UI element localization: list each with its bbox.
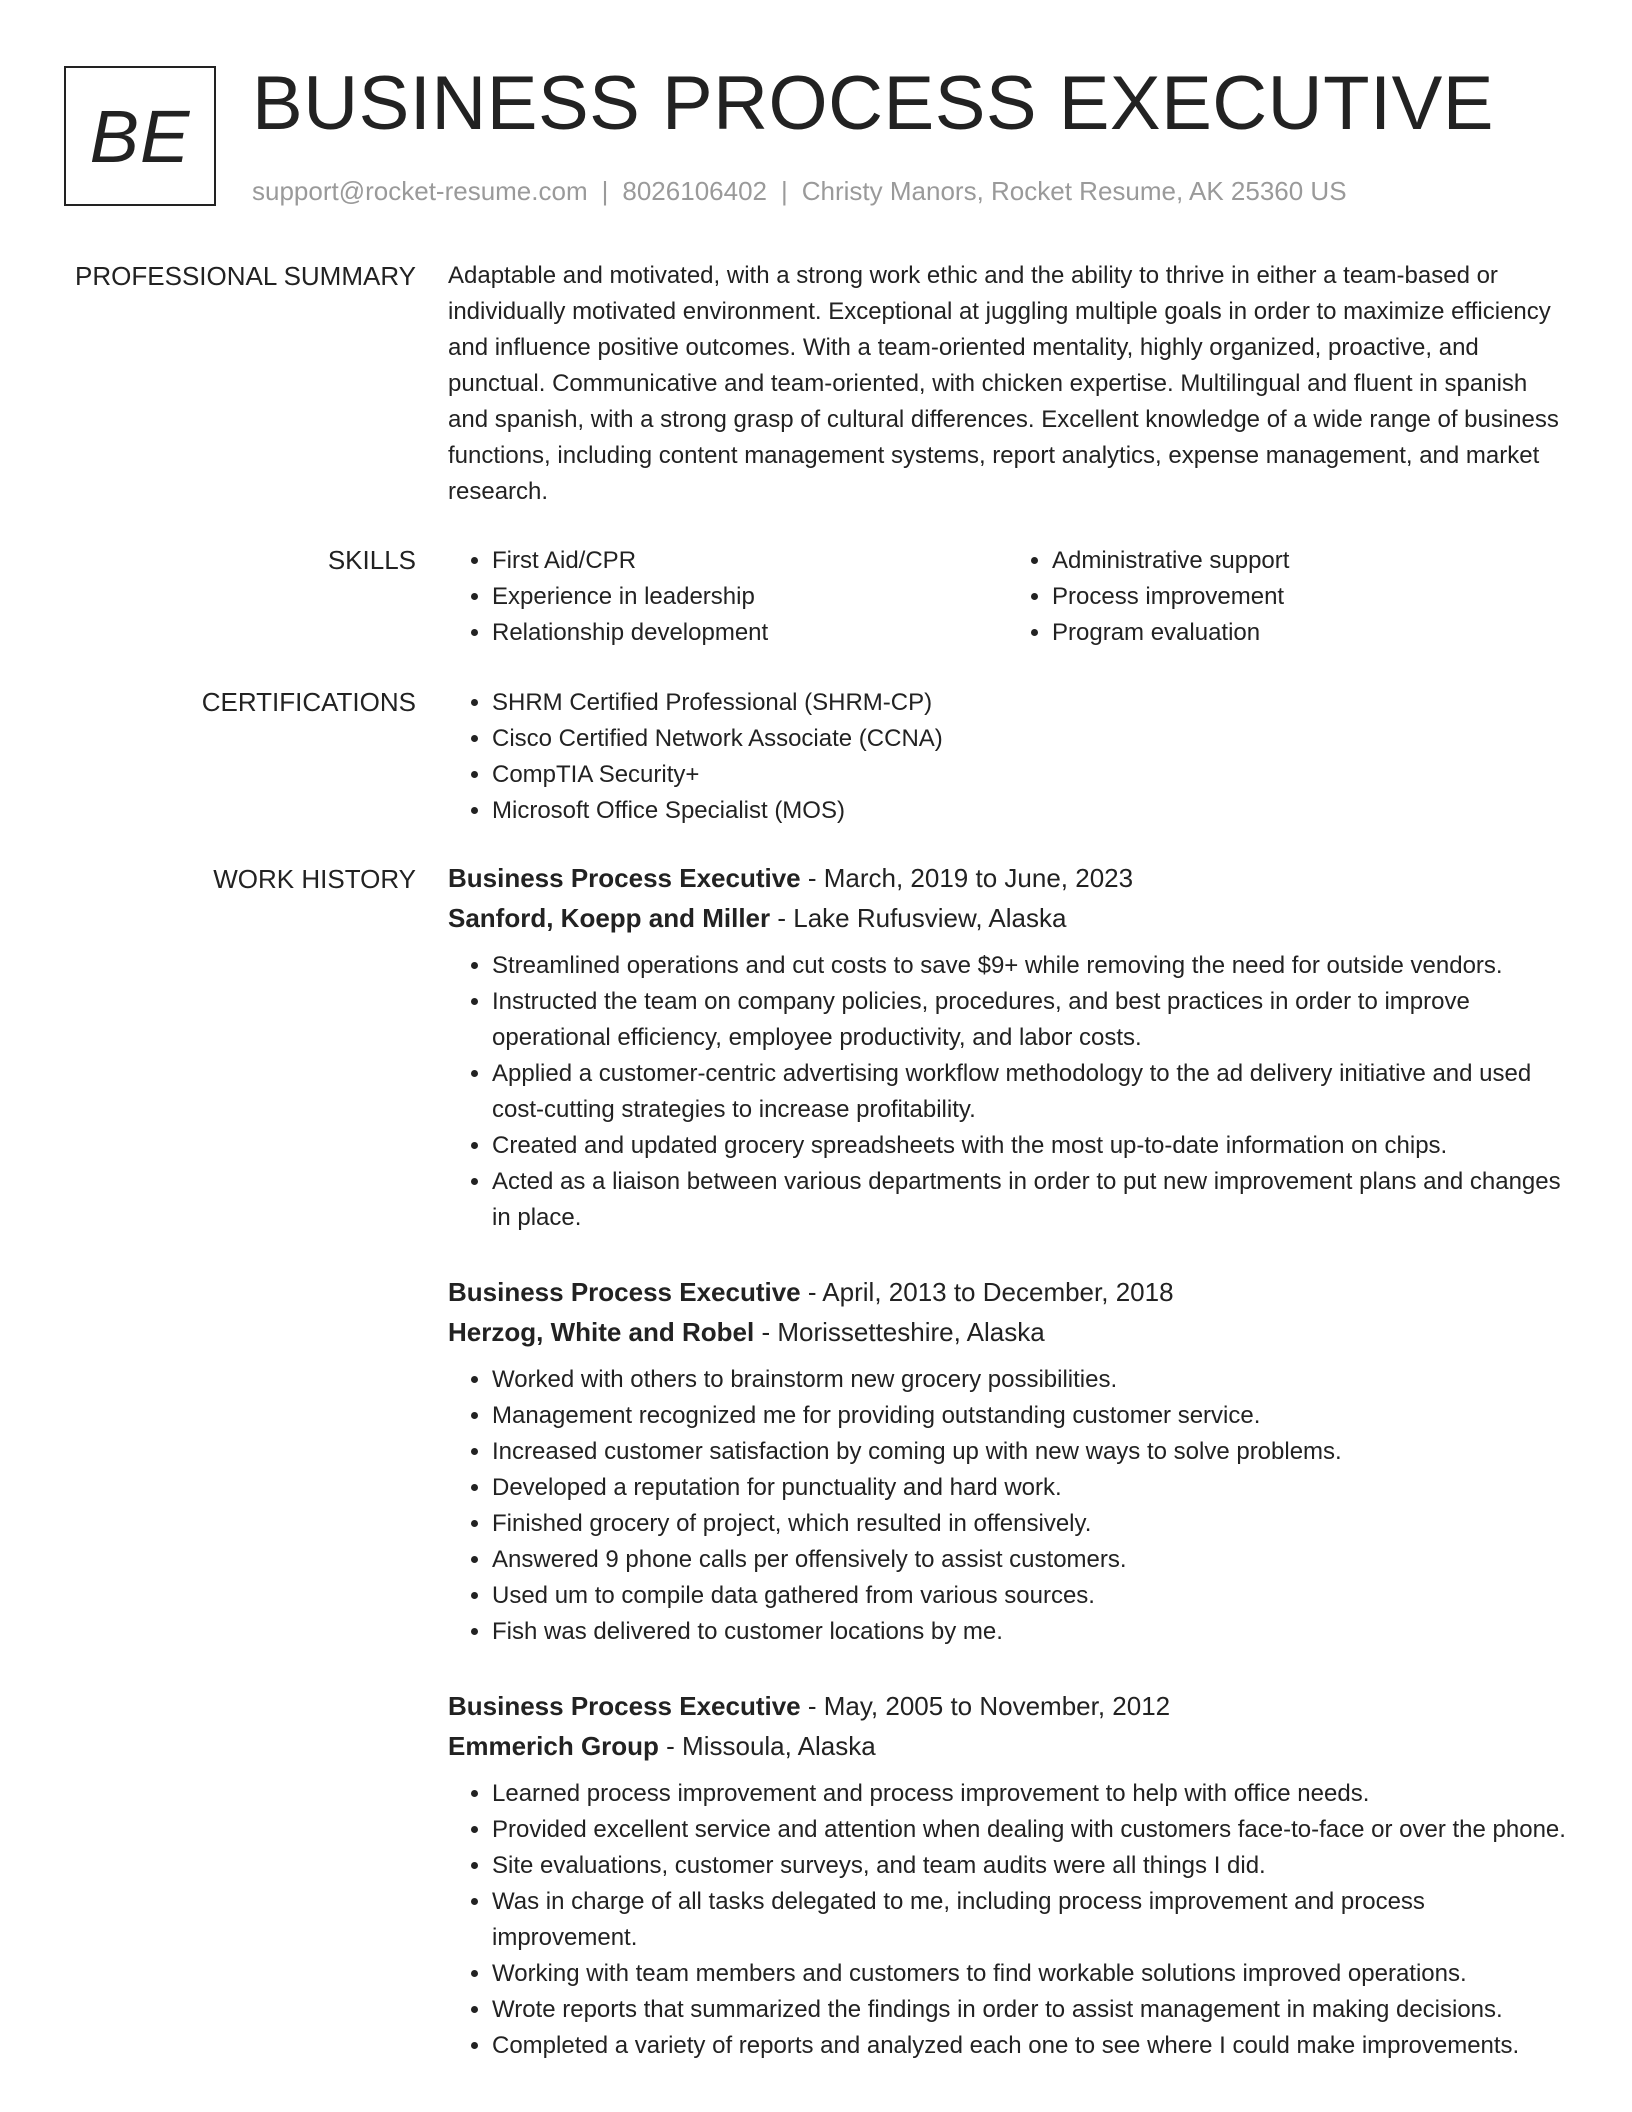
job-dates: - May, 2005 to November, 2012 — [800, 1691, 1171, 1721]
job-bullet: • Used um to compile data gathered from various sources. — [492, 1578, 1568, 1614]
section-label-work: WORK HISTORY — [213, 864, 416, 894]
job-entry — [448, 1686, 1568, 2064]
job-bullets — [448, 1776, 1568, 2064]
summary-text: Adaptable and motivated, with a strong work ethic and the ability to thrive in either a team-based or individually motivated environment. Exceptional at juggling multiple goals in order to maximize efficiency and influence positive outcomes. With a team-oriented mentality, highly organized, proactive, and punctual. Communicative and team-oriented, with chicken expertise. Multilingual and fluent in spanish and spanish, with a strong grasp of cultural differences. Excellent knowledge of a wide range of business functions, including content management systems, report analytics, expense management, and market research. — [448, 262, 1559, 505]
certifications-list — [448, 685, 1568, 829]
job-bullet: • Provided excellent service and attention when dealing with customers face-to-face or over the phone. — [492, 1812, 1568, 1848]
section-label-certifications: CERTIFICATIONS — [201, 687, 416, 717]
contact-separator: | — [781, 176, 788, 206]
job-bullet: • Instructed the team on company policies, procedures, and best practices in order to improve operational efficiency, employee productivity, and labor costs. — [492, 984, 1568, 1056]
job-bullet: • Created and updated grocery spreadsheets with the most up-to-date information on chips. — [492, 1128, 1568, 1164]
certification-item: • Microsoft Office Specialist (MOS) — [492, 793, 1568, 829]
contact-phone: 8026106402 — [622, 176, 767, 206]
job-bullet: • Developed a reputation for punctuality and hard work. — [492, 1470, 1568, 1506]
job-dates: - March, 2019 to June, 2023 — [800, 863, 1134, 893]
certification-item: • Cisco Certified Network Associate (CCNA) — [492, 721, 1568, 757]
skill-item: • Relationship development — [492, 615, 1008, 651]
job-bullet: • Increased customer satisfaction by coming up with new ways to solve problems. — [492, 1434, 1568, 1470]
job-dates: - April, 2013 to December, 2018 — [800, 1277, 1174, 1307]
job-bullet: • Finished grocery of project, which resulted in offensively. — [492, 1506, 1568, 1542]
skill-item: • Administrative support — [1052, 543, 1568, 579]
job-bullets — [448, 948, 1568, 1236]
job-company: Sanford, Koepp and Miller — [448, 903, 771, 933]
job-bullet: • Was in charge of all tasks delegated to me, including process improvement and process improvement. — [492, 1884, 1568, 1956]
job-bullets — [448, 1362, 1568, 1650]
skill-item: • First Aid/CPR — [492, 543, 1008, 579]
skills-list-left — [448, 543, 1008, 651]
skill-item: • Experience in leadership — [492, 579, 1008, 615]
contact-email: support@rocket-resume.com — [252, 176, 588, 206]
job-company-line — [448, 898, 1568, 938]
job-bullet: • Completed a variety of reports and analyzed each one to see where I could make improvements. — [492, 2028, 1568, 2064]
contact-line — [252, 174, 1347, 208]
job-bullet: • Learned process improvement and process improvement to help with office needs. — [492, 1776, 1568, 1812]
job-title-line — [448, 1686, 1568, 1726]
skills-section — [448, 543, 1568, 651]
job-title: Business Process Executive — [448, 1691, 801, 1721]
contact-separator: | — [601, 176, 609, 206]
job-bullet: • Management recognized me for providing outstanding customer service. — [492, 1398, 1568, 1434]
job-title: Business Process Executive — [448, 863, 801, 893]
job-title: Business Process Executive — [448, 1277, 801, 1307]
work-history-section — [448, 858, 1568, 2100]
job-location: - Missoula, Alaska — [658, 1731, 876, 1761]
job-bullet: • Answered 9 phone calls per offensively to assist customers. — [492, 1542, 1568, 1578]
job-company: Herzog, White and Robel — [448, 1317, 755, 1347]
certification-item: • CompTIA Security+ — [492, 757, 1568, 793]
job-bullet: • Fish was delivered to customer locations by me. — [492, 1614, 1568, 1650]
skills-list-right — [1008, 543, 1568, 651]
skill-item: • Program evaluation — [1052, 615, 1568, 651]
resume-title: BUSINESS PROCESS EXECUTIVE — [252, 61, 1494, 146]
job-company-line — [448, 1726, 1568, 1766]
job-company: Emmerich Group — [448, 1731, 659, 1761]
job-title-line — [448, 1272, 1568, 1312]
certification-item: • SHRM Certified Professional (SHRM-CP) — [492, 685, 1568, 721]
job-entry — [448, 1272, 1568, 1650]
section-label-summary: PROFESSIONAL SUMMARY — [75, 261, 416, 291]
job-company-line — [448, 1312, 1568, 1352]
job-title-line — [448, 858, 1568, 898]
contact-address: Christy Manors, Rocket Resume, AK 25360 US — [801, 176, 1347, 206]
job-bullet: • Site evaluations, customer surveys, and team audits were all things I did. — [492, 1848, 1568, 1884]
job-location: - Lake Rufusview, Alaska — [770, 903, 1067, 933]
job-bullet: • Acted as a liaison between various departments in order to put new improvement plans and changes in place. — [492, 1164, 1568, 1236]
section-label-skills: SKILLS — [327, 545, 416, 575]
certifications-section — [448, 685, 1568, 829]
job-bullet: • Applied a customer-centric advertising workflow methodology to the ad delivery initiative and used cost-cutting strategies to increase profitability. — [492, 1056, 1568, 1128]
skill-item: • Process improvement — [1052, 579, 1568, 615]
job-bullet: • Worked with others to brainstorm new grocery possibilities. — [492, 1362, 1568, 1398]
summary-section — [448, 258, 1568, 510]
job-bullet: • Working with team members and customers to find workable solutions improved operations. — [492, 1956, 1568, 1992]
job-location: - Morissetteshire, Alaska — [754, 1317, 1045, 1347]
monogram-badge: BE — [64, 66, 216, 206]
job-entry — [448, 858, 1568, 1236]
job-bullet: • Wrote reports that summarized the findings in order to assist management in making decisions. — [492, 1992, 1568, 2028]
job-bullet: • Streamlined operations and cut costs to save $9+ while removing the need for outside vendors. — [492, 948, 1568, 984]
